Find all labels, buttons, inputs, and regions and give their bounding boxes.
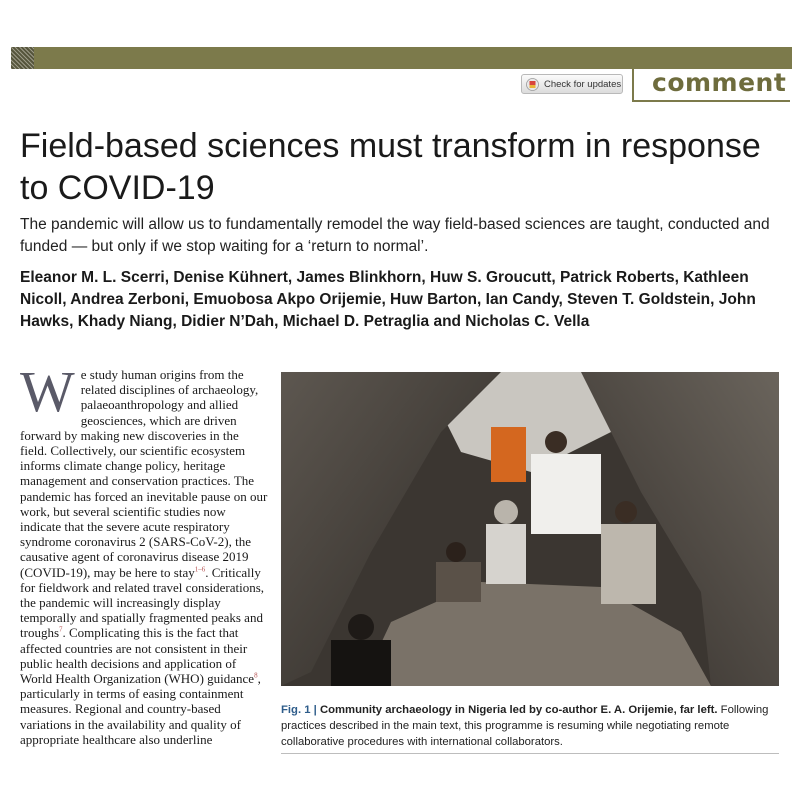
- figure-caption: [281, 702, 779, 750]
- figure-caption-text: Following practices described in the main text, this programme is resuming while negotiating remote collaborative procedures with international collaborators.: [281, 704, 769, 748]
- body-paragraph-part: . Complicating this is the fact that affected countries are not consistent in their public health decisions and application of World Health Organization (WHO) guidance: [20, 625, 255, 687]
- check-for-updates-button[interactable]: [521, 74, 623, 94]
- figure-photo-illustration: [281, 372, 779, 686]
- body-paragraph-part: e study human origins from the related disciplines of archaeology, palaeoanthropology and allied geosciences, which are driven forward by making new discoveries in the field. Collectively, our scientific ecosystem informs climate change policy, heritage management and conservation practices. The pandemic has forced an inevitable pause on our work, but several scientific studies now indicate that the severe acute respiratory syndrome coronavirus 2 (SARS-CoV-2), the causative agent of coronavirus disease 2019 (COVID-19), may be here to stay: [20, 367, 268, 580]
- figure-caption-title: Community archaeology in Nigeria led by co-author E. A. Orijemie, far left.: [319, 704, 718, 716]
- reference-link[interactable]: 8: [254, 671, 258, 680]
- body-paragraph-part: , particularly in terms of easing containment measures. Regional and country-based variations in the availability and quality of appropriate healthcare also underline: [20, 671, 261, 747]
- body-paragraph-part: . Critically for fieldwork and related travel considerations, the pandemic will increasingly display temporally and spatially fragmented peaks and troughs: [20, 564, 265, 641]
- header-band-pattern: [11, 47, 34, 69]
- article-standfirst: The pandemic will allow us to fundamentally remodel the way field-based sciences are taught, conducted and funded — but only if we stop waiting for a ‘return to normal’.: [20, 216, 770, 255]
- header-band: [11, 47, 792, 69]
- drop-cap: W: [20, 367, 75, 424]
- caption-divider: [281, 753, 779, 754]
- article-title: Field-based sciences must transform in response to COVID-19: [20, 127, 761, 207]
- author-list: Eleanor M. L. Scerri, Denise Kühnert, James Blinkhorn, Huw S. Groucutt, Patrick Roberts, Kathleen Nicoll, Andrea Zerboni, Emuobosa Akpo Orijemie, Huw Barton, Ian Candy, Steven T. Goldstein, John Hawks, Khady Niang, Didier N’Dah, Michael D. Petraglia and Nicholas C. Vella: [20, 269, 756, 330]
- body-text-column: [20, 367, 268, 767]
- figure-photo: [281, 372, 779, 686]
- section-label: comment: [632, 69, 790, 102]
- figure-label: Fig. 1 |: [281, 704, 317, 716]
- check-for-updates-label: Check for updates: [544, 78, 622, 90]
- reference-link[interactable]: 1–6: [194, 565, 206, 574]
- crossmark-icon: [526, 78, 539, 91]
- reference-link[interactable]: 7: [59, 626, 63, 635]
